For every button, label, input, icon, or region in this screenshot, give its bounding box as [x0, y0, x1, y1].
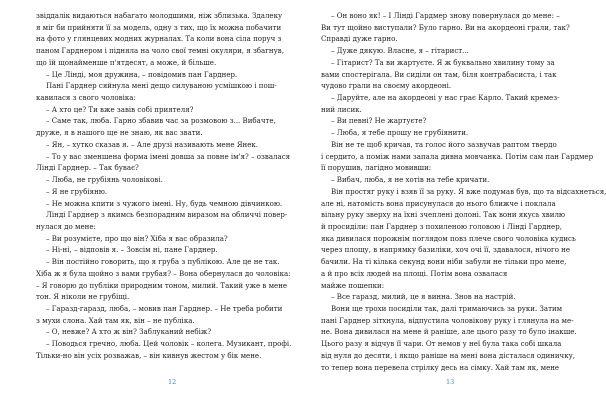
text-line: її порушив, лагідно мовивши: [321, 163, 432, 173]
text-line: – Я говорю до публіки природним тоном, милий. Такий уже в мене [36, 280, 288, 290]
text-line: – Ні-ні, – відповів я. – Зовсім ні, пане Гарднер. [46, 245, 218, 255]
text-line: – Все гаразд, милий, це я винна. Знов на настрій. [331, 292, 516, 302]
text-line: Лінді Гарднер. – Так буває? [36, 163, 139, 173]
text-line: Тільки-но він усіх розважав, – він кивнув жестом у бік мене. [36, 350, 262, 360]
text-line: а й про всіх людей на площі. Потім вона озвалася [321, 268, 508, 278]
text-line: майже пошепки: [321, 280, 385, 290]
text-line: – Поводься гречно, люба. Цей чоловік – колега. Музикант, профі. [46, 339, 292, 349]
text-line: пані Гарднер зітхнула, відпустила чоловікову руку і глянула на ме- [321, 315, 574, 325]
right-page [321, 10, 606, 373]
text-line: – Я не грубіяню. [46, 186, 108, 196]
text-line: – Ви розумієте, про що він? Хіба я вас образила? [46, 233, 228, 243]
text-line: – Ян, – хутко сказав я. – Але друзі називають мене Янек. [46, 139, 259, 149]
left-page [36, 10, 292, 362]
text-line: – Гітарист? Та ви жартуєте. Я ж буквально хвилину тому за [331, 57, 555, 67]
text-line: що їй щонайменше п'ятдесят, а може, й більше. [36, 57, 217, 67]
text-line: я міг би прийняти її за модель, одну з тих, що їх можна побачити [36, 22, 282, 32]
text-line: від нуля до десяти, і якщо раніше на мені вона дісталася одиничку, [321, 350, 576, 360]
text-line: – Дуже дякую. Власне, я – гітарист... [331, 46, 469, 56]
text-line: яка дивилася порожнім поглядом повз плече свого чоловіка кудись [321, 233, 576, 243]
text-line: друже, я в нашого ще не знаю, як вас звати. [36, 128, 203, 138]
text-line: – А хто це? Ти вже завів собі приятеля? [46, 104, 194, 114]
text-line: паном Гарднером і підняла на чоло свої темні окуляри, я збагнув, [36, 46, 284, 56]
text-line: – Не можна кпити з чужого імені. Ну, будь чемною дівчинкою. [46, 198, 283, 208]
page-number-right: 13 [446, 378, 455, 386]
text-line: – Люба, не грубіянь чоловікові. [46, 175, 163, 185]
text-line: й просиділи: пан Гарднер з похиленою головою і Лінді Гарднер, [321, 221, 562, 231]
text-line: ний лисик. [321, 104, 362, 114]
text-line: то тепер вона перевела стрілку десь на сімку. Хай там як, мене [321, 362, 560, 372]
text-line: Ви тут щойно виступали? Було гарно. Ви на акордеоні грали, так? [321, 22, 570, 32]
text-line: з мухи слона. Хай там як, він – не публіка. [36, 315, 195, 325]
text-line: – То у вас зменшена форма імені довша за повне ім'я? – озвалася [46, 151, 291, 161]
page-number-left: 12 [168, 378, 177, 386]
text-line: через площу, в напрямку базиліки, хоч очі її, здавалося, нічого не [321, 245, 571, 255]
text-line: – Це Лінді, моя дружина, – повідомив пан Гарднер. [46, 69, 238, 79]
text-line: Він простяг руку і взяв її за руку. Я вже подумав був, що та відсахнеться, [331, 186, 606, 196]
text-line: Цього разу я відчув її чари. От немов у неї була така собі шкала [321, 339, 562, 349]
text-line: вами спостерігала. Ви сиділи он там, біля контрабасиста, і так [321, 69, 557, 79]
text-line: – Саме так, люба. Гарно збавив час за розмовою з... Вибачте, [46, 116, 276, 126]
text-line: – Люба, я тебе прошу не грубіянити. [331, 128, 469, 138]
text-line: і сердито, а поміж нами запала дивна мовчанка. Потім сам пан Гардмер [321, 151, 594, 161]
text-line: – Він постійно говорить, що я груба з публікою. Але це не так. [46, 257, 280, 267]
text-line: чудово грали на своєму акордеоні. [321, 81, 452, 91]
text-line: Справді дуже гарно. [321, 34, 398, 44]
text-line: але ні, натомість вона присунулася до нього ближче і поклала [321, 198, 556, 208]
text-line: не. Вона дивилася на мене й раніше, але цього разу то було інакше. [321, 327, 577, 337]
text-line: Хіба ж я була щойно з вами грубая? – Вона обернулася до чоловіка: [36, 268, 291, 278]
text-line: вільну руку зверху на їхні зчеплені долоні. Так вони якусь хвилю [321, 210, 566, 220]
text-line: кавилася з свого чоловіка: [36, 93, 136, 103]
text-line: – О, невже? А хто ж він? Заблуканий небіж? [46, 327, 212, 337]
text-line: – Ви певні? Не жартуєте? [331, 116, 427, 126]
text-line: на фото у глянцевих модних журналах. Та коли вона сіла поруч з [36, 34, 282, 44]
text-line: – Он воно як! – І Лінді Гардмер знову повернулася до мене: – [331, 11, 560, 20]
text-line: Лінді Гарднер з якимсь безпорадним виразом на обличчі повер- [46, 210, 288, 220]
text-line: – Даруйте, але на акордеоні у нас грає Карло. Такий кремез- [331, 93, 560, 103]
text-line: Вони ще трохи посиділи так, далі тримаючись за руки. Затим [331, 303, 563, 313]
text-line: Пані Гарднер сяйнула мені дещо силуваною усмішкою і пош- [46, 81, 277, 91]
text-line: тон. Я ніколи не грубіщі. [36, 292, 130, 302]
text-line: бачили. На ті кілька секунд вони ніби забули не тільки про мене, [321, 257, 567, 267]
text-line: – Вибач, люба, я не хотів на тебе кричати. [331, 175, 490, 185]
text-line: Він не те щоб кричав, та голос його зазвучав раптом твердо [331, 139, 557, 149]
text-line: – Гаразд-гаразд, люба, – мовив пан Гарднер. – Не треба робити [46, 303, 283, 313]
text-line: нулася до мене: [36, 221, 96, 231]
text-line: звіддалік видаються набагато молодшими, ніж зблизька. Здалеку [36, 11, 283, 20]
